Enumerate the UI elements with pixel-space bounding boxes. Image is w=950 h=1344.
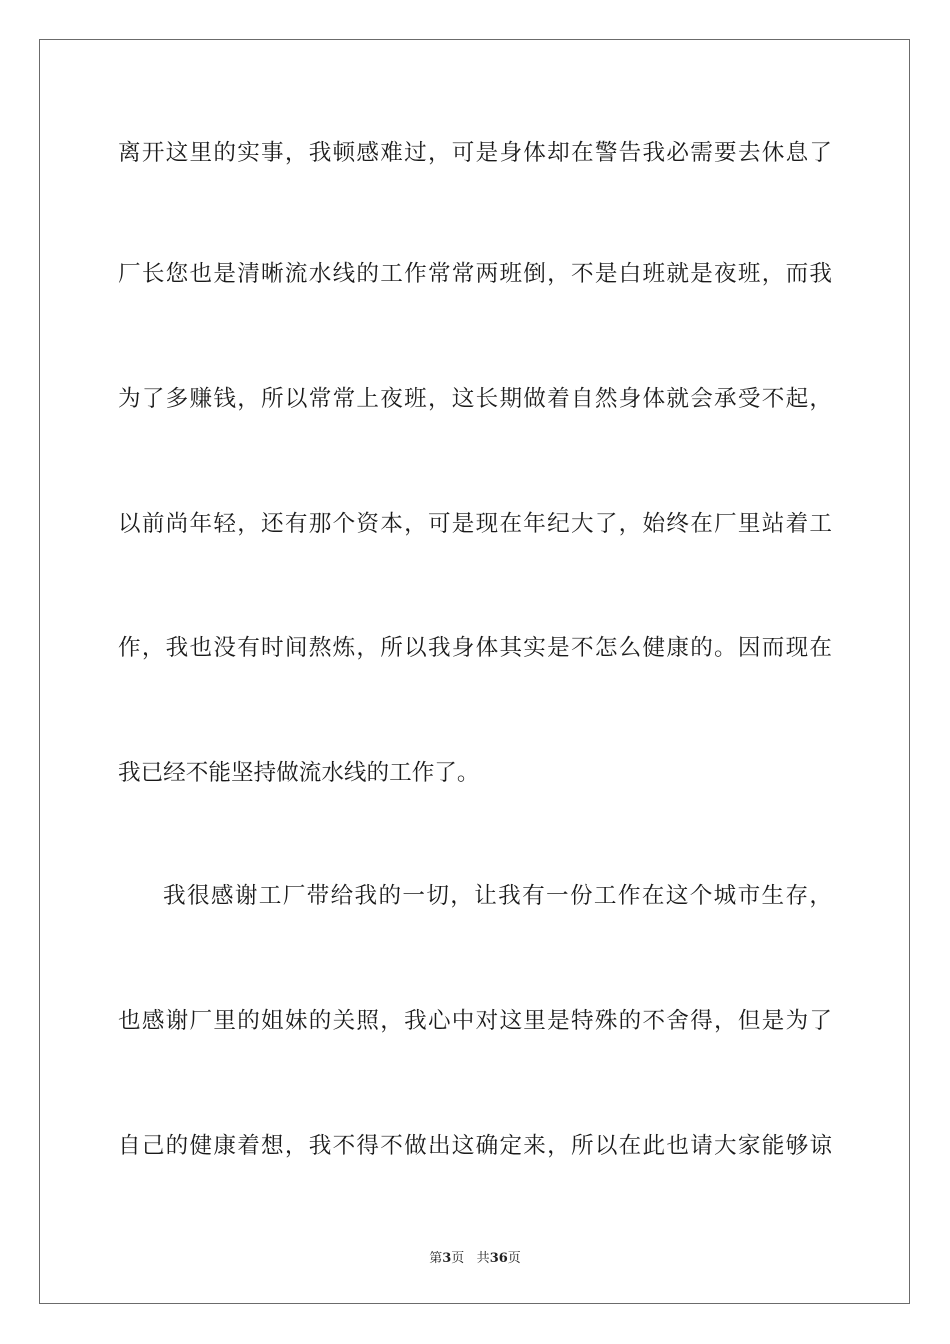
- current-page-number: 3: [442, 1251, 452, 1266]
- page-border: [39, 39, 910, 1304]
- body-line-4: 以前尚年轻，还有那个资本，可是现在年纪大了，始终在厂里站着工: [118, 511, 832, 537]
- total-page-count: 36: [489, 1251, 508, 1266]
- body-line-5: 作，我也没有时间熬炼，所以我身体其实是不怎么健康的。因而现在: [118, 635, 832, 661]
- body-line-3: 为了多赚钱，所以常常上夜班，这长期做着自然身体就会承受不起，: [118, 386, 832, 412]
- page-label-suffix: 页: [451, 1251, 465, 1266]
- page-footer: [0, 1247, 950, 1266]
- body-line-9: 自己的健康着想，我不得不做出这确定来，所以在此也请大家能够谅: [118, 1133, 832, 1159]
- body-line-6: 我已经不能坚持做流水线的工作了。: [118, 760, 480, 786]
- total-label-suffix: 页: [507, 1251, 521, 1266]
- body-line-8: 也感谢厂里的姐妹的关照，我心中对这里是特殊的不舍得，但是为了: [118, 1008, 832, 1034]
- page-label-prefix: 第: [429, 1251, 443, 1266]
- body-line-1: 离开这里的实事，我顿感难过，可是身体却在警告我必需要去休息了: [118, 140, 832, 166]
- body-line-2: 厂长您也是清晰流水线的工作常常两班倒，不是白班就是夜班，而我: [118, 261, 832, 287]
- body-line-7-paragraph-start: 我很感谢工厂带给我的一切，让我有一份工作在这个城市生存，: [163, 883, 832, 909]
- total-label-prefix: 共: [476, 1251, 490, 1266]
